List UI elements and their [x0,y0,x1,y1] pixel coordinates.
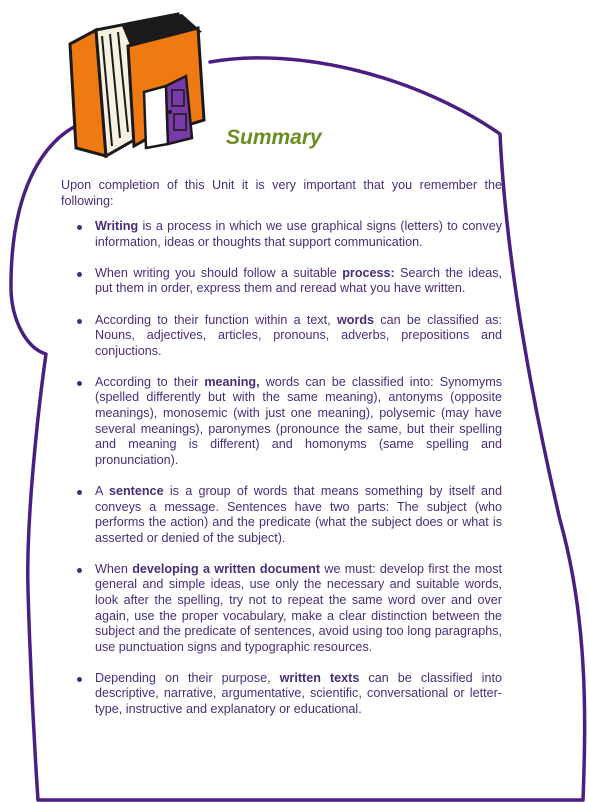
key-term: sentence [108,483,164,498]
list-item: According to their meaning, words can be classified into: Synomyms (spelled differently but with the same meaning), antonyms (opposite meanings), monosemic (with just one meaning), polysemic (may have several meanings), paronymes (pronounce the same, but their spelling and meaning is different) and homonyms (same spelling and pronunciation). [61,375,502,469]
list-item: A sentence is a group of words that means something by itself and conveys a message. Sentences have two parts: The subject (who performs the action) and the predicate (what the subject does or what is asserted or denied of the subject). [61,484,502,546]
key-term: words [336,312,375,327]
book-with-door-icon [62,6,212,166]
bullet-icon [77,225,82,230]
key-term: written texts [279,670,360,685]
key-term: process: [342,265,395,280]
list-item: When developing a written document we must: develop first the most general and simple ideas, use only the necessary and suitable words, look after the spelling, try not to repeat the same word over and over again, use the proper vocabulary, make a clear distinction between the subject and the predicate of sentences, avoid using too long paragraphs, use punctuation signs and typographic resources. [61,562,502,656]
bullet-icon [77,319,82,324]
summary-content [61,178,502,733]
bullet-icon [77,272,82,277]
page-title: Summary [226,126,322,149]
list-item: Depending on their purpose, written texts can be classified into descriptive, narrative, argumentative, scientific, conversational or letter-type, instructive and explanatory or educational. [61,671,502,718]
list-item: According to their function within a text, words can be classified as: Nouns, adjectives, articles, pronouns, adverbs, prepositions and conjuctions. [61,313,502,360]
intro-text: Upon completion of this Unit it is very important that you remember the following: [61,178,502,208]
summary-list [61,219,502,717]
key-term: Writing [95,219,139,234]
key-term: developing a written document [132,561,321,576]
bullet-icon [77,677,82,682]
bullet-icon [77,490,82,495]
bullet-icon [77,381,82,386]
bullet-icon [77,568,82,573]
list-item: When writing you should follow a suitable process: Search the ideas, put them in order, express them and reread what you have written. [61,266,502,297]
list-item: Writing is a process in which we use graphical signs (letters) to convey information, ideas or thoughts that support communication. [61,219,502,250]
key-term: meaning, [204,374,260,389]
